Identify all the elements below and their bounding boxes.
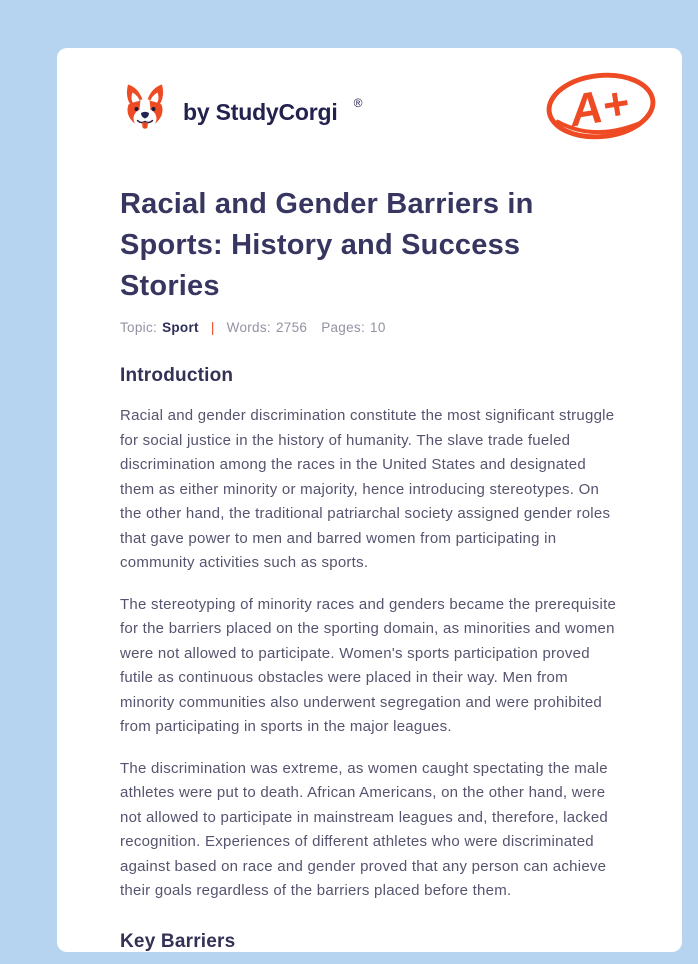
section-heading-key-barriers: Key Barriers bbox=[120, 930, 236, 952]
essay-meta bbox=[120, 320, 619, 335]
paragraph: The discrimination was extreme, as women caught spectating the male athletes were put to death. African Americans, on the other hand, were not allowed to participate in mainstream leagues and, therefore, lacked recognition. Experiences of different athletes who were discriminated against based on race and gender proved that any person can achieve their goals regardless of the barriers placed before them. bbox=[120, 759, 609, 899]
essay-preview-card bbox=[57, 48, 682, 952]
corgi-mascot-icon bbox=[120, 79, 170, 139]
section-heading-introduction: Introduction bbox=[120, 365, 234, 386]
pages-label: Pages: bbox=[321, 320, 366, 335]
grade-a-plus-icon bbox=[542, 66, 660, 146]
topic-value: Sport bbox=[162, 320, 199, 335]
topic-label: Topic: bbox=[120, 320, 158, 335]
paragraph: The stereotyping of minority races and genders became the prerequisite for the barriers placed on the sporting domain, as minorities and women were not allowed to participate. Women's sports participation proved futile as continuous obstacles were placed in their way. Men from minority communities also underwent segregation and were prohibited from participating in sports in the major leagues. bbox=[120, 595, 617, 735]
essay-title: Racial and Gender Barriers in Sports: History and Success Stories bbox=[120, 188, 534, 302]
words-label: Words: bbox=[226, 320, 271, 335]
meta-separator: | bbox=[210, 320, 215, 335]
paragraph: Racial and gender discrimination constitute the most significant struggle for social justice in the history of humanity. The slave trade fueled discrimination among the races in the United States and designated them as either minority or majority, hence introducing stereotypes. On the other hand, the traditional patriarchal society assigned gender roles that gave power to men and barred women from participating in community activities such as sports. bbox=[120, 407, 615, 571]
registered-trademark: ® bbox=[353, 96, 363, 110]
grade-badge-text: A+ bbox=[565, 76, 633, 137]
brand-text: by StudyCorgi bbox=[183, 98, 338, 125]
studycorgi-logo bbox=[120, 79, 363, 139]
words-value: 2756 bbox=[275, 320, 308, 335]
pages-value: 10 bbox=[370, 320, 386, 335]
